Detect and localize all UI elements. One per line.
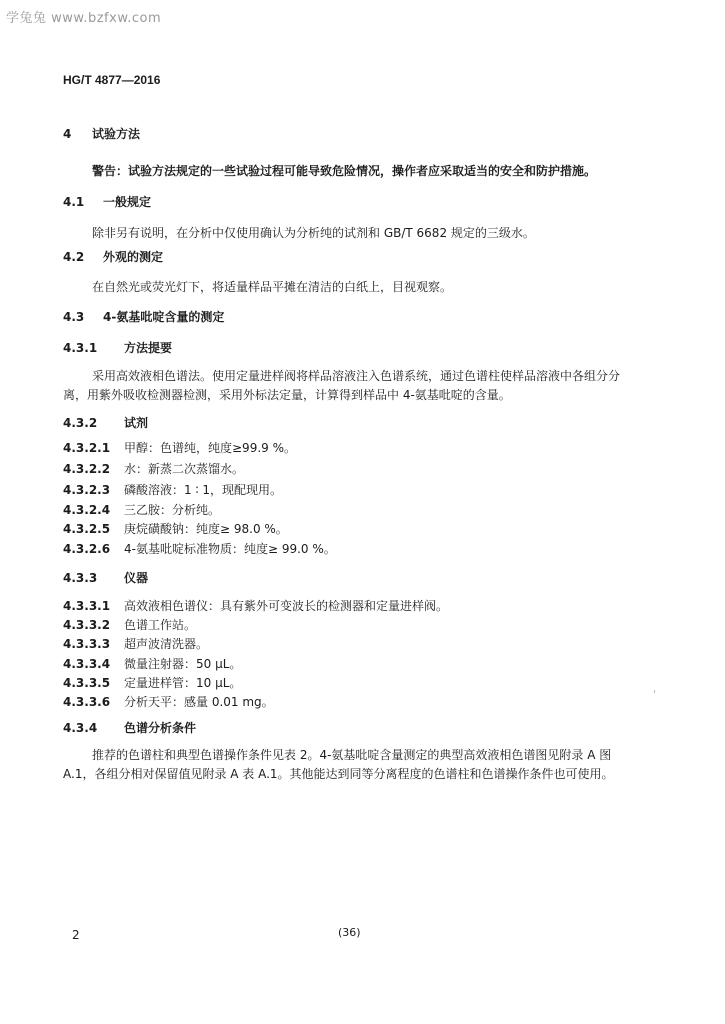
instrument-item-text: 色谱工作站。 bbox=[124, 618, 197, 632]
safety-warning: 警告：试验方法规定的一些试验过程可能导致危险情况，操作者应采取适当的安全和防护措施。 bbox=[92, 164, 597, 178]
instrument-item-text: 高效液相色谱仪：具有紫外可变波长的检测器和定量进样阀。 bbox=[124, 599, 449, 613]
reagent-item-text: 磷酸溶液：1 ∶ 1，现配现用。 bbox=[124, 483, 283, 497]
section-4-3-4-number: 4.3.4 bbox=[63, 721, 98, 735]
instrument-item-text: 超声波清洗器。 bbox=[124, 637, 209, 651]
section-4-3-title: 4-氨基吡啶含量的测定 bbox=[103, 310, 225, 324]
instrument-item-number: 4.3.3.3 bbox=[63, 637, 111, 651]
section-4-title: 试验方法 bbox=[92, 127, 141, 141]
section-4-2-title: 外观的测定 bbox=[103, 250, 164, 264]
page-number: 2 bbox=[72, 928, 80, 942]
section-4-1-title: 一般规定 bbox=[103, 195, 152, 209]
section-4-2-text: 在自然光或荧光灯下，将适量样品平摊在清洁的白纸上，目视观察。 bbox=[92, 280, 453, 294]
footer-page-mark: (36) bbox=[338, 926, 361, 939]
reagent-item-number: 4.3.2.5 bbox=[63, 522, 111, 536]
section-4-3-4-title: 色谱分析条件 bbox=[124, 721, 197, 735]
section-4-1-text: 除非另有说明，在分析中仅使用确认为分析纯的试剂和 GB/T 6682 规定的三级水。 bbox=[92, 226, 535, 240]
instrument-item-number: 4.3.3.2 bbox=[63, 618, 111, 632]
reagent-item-number: 4.3.2.2 bbox=[63, 462, 111, 476]
section-4-2-number: 4.2 bbox=[63, 250, 85, 264]
scan-speck bbox=[654, 690, 655, 693]
section-4-3-1-number: 4.3.1 bbox=[63, 341, 98, 355]
watermark: 学兔兔 www.bzfxw.com bbox=[6, 11, 162, 26]
section-4-3-4-text: 推荐的色谱柱和典型色谱操作条件见表 2。4-氨基吡啶含量测定的典型高效液相色谱图见附录 A 图 A.1，各组分相对保留值见附录 A 表 A.1。其他能达到同等分离程度的色谱柱和色谱操作条件也可使用。 bbox=[63, 748, 614, 781]
reagent-item-number: 4.3.2.6 bbox=[63, 542, 111, 556]
section-4-3-number: 4.3 bbox=[63, 310, 85, 324]
section-4-3-3-title: 仪器 bbox=[124, 571, 149, 585]
instrument-item-number: 4.3.3.6 bbox=[63, 695, 111, 709]
reagent-item-text: 庚烷磺酸钠：纯度≥ 98.0 %。 bbox=[124, 522, 288, 536]
section-4-3-2-title: 试剂 bbox=[124, 416, 149, 430]
instrument-item-text: 微量注射器：50 μL。 bbox=[124, 657, 242, 671]
instrument-item-number: 4.3.3.5 bbox=[63, 676, 111, 690]
reagent-item-text: 甲醇：色谱纯，纯度≥99.9 %。 bbox=[124, 441, 296, 455]
section-4-number: 4 bbox=[63, 127, 72, 141]
reagent-item-number: 4.3.2.3 bbox=[63, 483, 111, 497]
section-4-3-2-number: 4.3.2 bbox=[63, 416, 98, 430]
section-4-3-1-text: 采用高效液相色谱法。使用定量进样阀将样品溶液注入色谱系统，通过色谱柱使样品溶液中各组分分离，用紫外吸收检测器检测，采用外标法定量，计算得到样品中 4-氨基吡啶的含量。 bbox=[63, 369, 621, 402]
reagent-item-number: 4.3.2.1 bbox=[63, 441, 111, 455]
reagent-item-text: 水：新蒸二次蒸馏水。 bbox=[124, 462, 245, 476]
instrument-item-text: 分析天平：感量 0.01 mg。 bbox=[124, 695, 274, 709]
instrument-item-text: 定量进样管：10 μL。 bbox=[124, 676, 242, 690]
standard-code: HG/T 4877—2016 bbox=[63, 73, 161, 87]
reagent-item-text: 4-氨基吡啶标准物质：纯度≥ 99.0 %。 bbox=[124, 542, 336, 556]
instrument-item-number: 4.3.3.1 bbox=[63, 599, 111, 613]
instrument-item-number: 4.3.3.4 bbox=[63, 657, 111, 671]
reagent-item-text: 三乙胺：分析纯。 bbox=[124, 503, 221, 517]
reagent-item-number: 4.3.2.4 bbox=[63, 503, 111, 517]
section-4-3-3-number: 4.3.3 bbox=[63, 571, 98, 585]
section-4-1-number: 4.1 bbox=[63, 195, 85, 209]
section-4-3-1-title: 方法提要 bbox=[124, 341, 173, 355]
